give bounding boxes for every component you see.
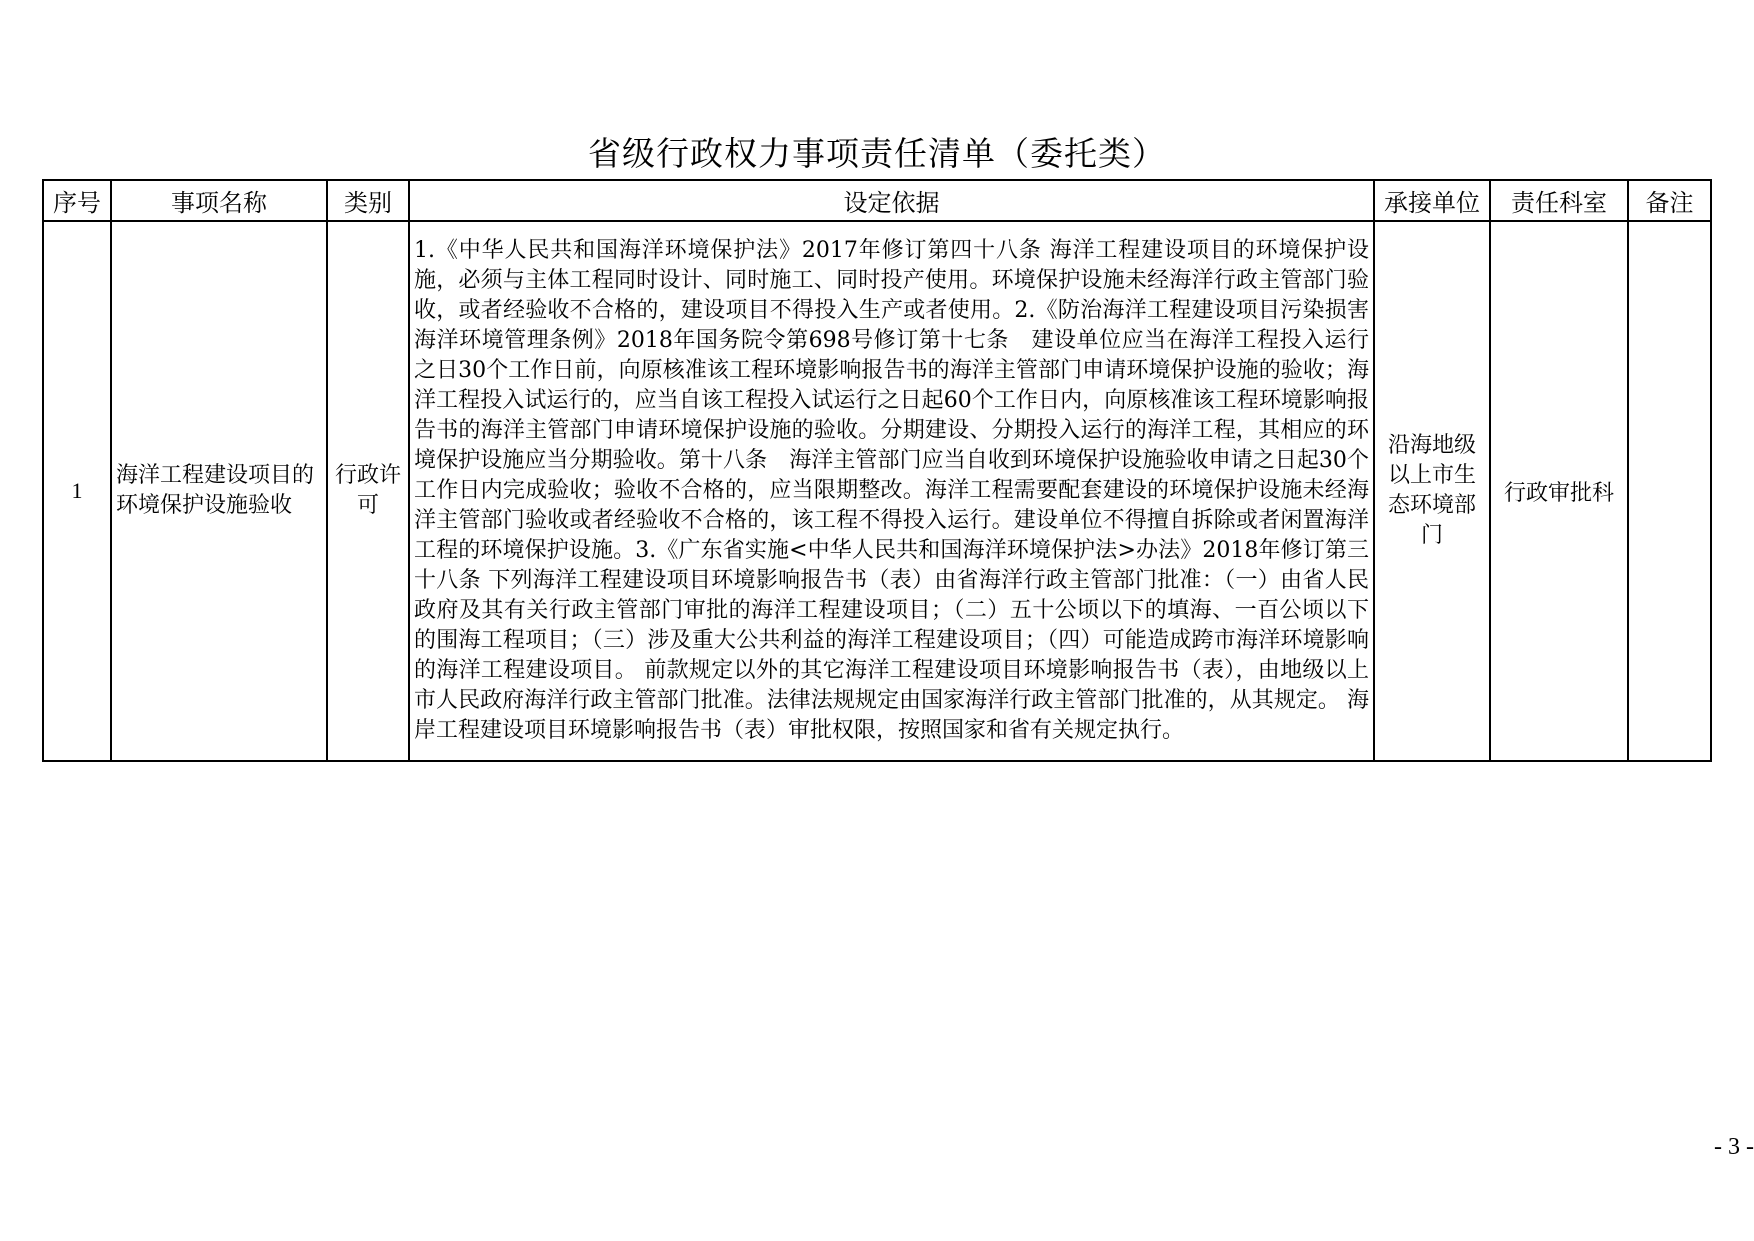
cell-seq: 1 xyxy=(43,221,111,761)
document-title: 省级行政权力事项责任清单（委托类） xyxy=(588,134,1166,173)
responsibility-table xyxy=(42,179,1712,762)
header-category: 类别 xyxy=(327,180,409,221)
header-legal-basis: 设定依据 xyxy=(409,180,1374,221)
cell-item-name: 海洋工程建设项目的环境保护设施验收 xyxy=(111,221,327,761)
table-header-row xyxy=(43,180,1711,221)
page-number: - 3 - xyxy=(1714,1134,1754,1160)
header-responsible-office: 责任科室 xyxy=(1490,180,1628,221)
cell-responsible-office: 行政审批科 xyxy=(1490,221,1628,761)
cell-category: 行政许可 xyxy=(327,221,409,761)
header-seq: 序号 xyxy=(43,180,111,221)
cell-undertaking-unit: 沿海地级以上市生态环境部门 xyxy=(1374,221,1490,761)
header-undertaking-unit: 承接单位 xyxy=(1374,180,1490,221)
cell-remarks xyxy=(1628,221,1711,761)
header-remarks: 备注 xyxy=(1628,180,1711,221)
table-row xyxy=(43,221,1711,761)
header-item-name: 事项名称 xyxy=(111,180,327,221)
cell-legal-basis: 1.《中华人民共和国海洋环境保护法》2017年修订第四十八条 海洋工程建设项目的环境保护设施，必须与主体工程同时设计、同时施工、同时投产使用。环境保护设施未经海洋行政主管部门验收，或者经验收不合格的，建设项目不得投入生产或者使用。2.《防治海洋工程建设项目污染损害海洋环境管理条例》2018年国务院令第698号修订第十七条 建设单位应当在海洋工程投入运行之日30个工作日前，向原核准该工程环境影响报告书的海洋主管部门申请环境保护设施的验收；海洋工程投入试运行的，应当自该工程投入试运行之日起60个工作日内，向原核准该工程环境影响报告书的海洋主管部门申请环境保护设施的验收。分期建设、分期投入运行的海洋工程，其相应的环境保护设施应当分期验收。第十八条 海洋主管部门应当自收到环境保护设施验收申请之日起30个工作日内完成验收；验收不合格的，应当限期整改。海洋工程需要配套建设的环境保护设施未经海洋主管部门验收或者经验收不合格的，该工程不得投入运行。建设单位不得擅自拆除或者闲置海洋工程的环境保护设施。3.《广东省实施<中华人民共和国海洋环境保护法>办法》2018年修订第三十八条 下列海洋工程建设项目环境影响报告书（表）由省海洋行政主管部门批准：（一）由省人民政府及其有关行政主管部门审批的海洋工程建设项目；（二）五十公顷以下的填海、一百公顷以下的围海工程项目；（三）涉及重大公共利益的海洋工程建设项目；（四）可能造成跨市海洋环境影响的海洋工程建设项目。 前款规定以外的其它海洋工程建设项目环境影响报告书（表），由地级以上市人民政府海洋行政主管部门批准。法律法规规定由国家海洋行政主管部门批准的，从其规定。 海岸工程建设项目环境影响报告书（表）审批权限，按照国家和省有关规定执行。 xyxy=(409,221,1374,761)
